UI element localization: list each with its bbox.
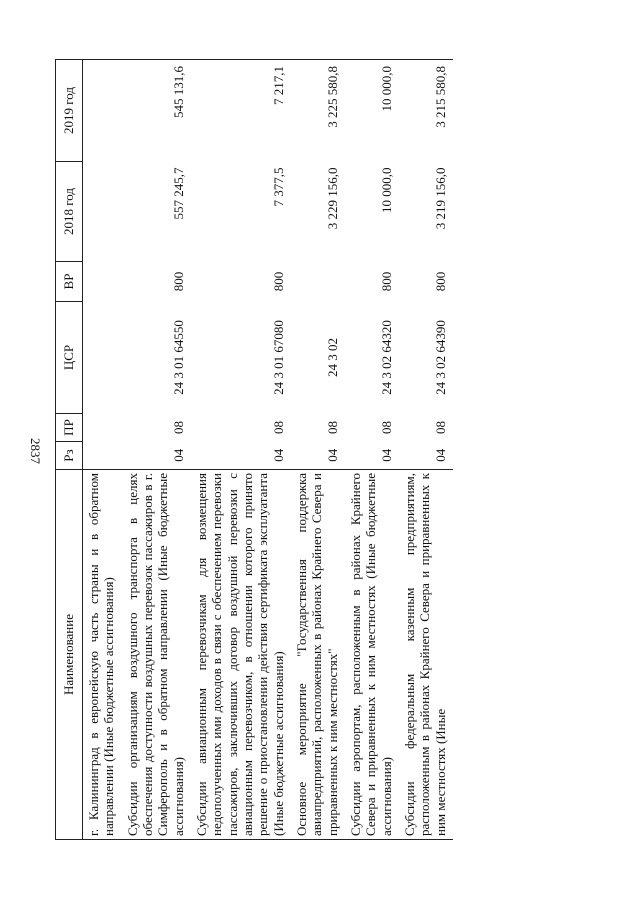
row-rz: 04	[270, 448, 286, 462]
col-header-csr: ЦСР	[56, 302, 83, 414]
row-vr: 800	[432, 271, 448, 292]
row-2019: 10 000,0	[345, 60, 399, 162]
row-2018: 7 377,5	[270, 167, 286, 207]
table-row	[345, 60, 399, 840]
row-2019: 7 217,1	[191, 60, 291, 162]
page-number: 2837	[28, 438, 43, 464]
row-csr: 24 3 01 67080	[270, 320, 286, 395]
budget-table	[55, 59, 453, 840]
row-pr: 08	[432, 421, 448, 434]
row-vr	[83, 262, 122, 302]
row-name: г. Калининград в европейскую часть страны и в обратном направлении (Иные бюджетные ассигнования)	[83, 470, 122, 840]
col-header-rz: Рз	[56, 442, 83, 470]
row-name: Субсидии авиационным перевозчикам для возмещения недополученных ими доходов в связи с обеспечением перевозки пассажиров, заключивших договор воздушной перевозки с авиационным перевозчиком, в отношении которого принято решение о приостановлении действия сертификата эксплуатанта (Иные бюджетные ассигнования)	[191, 470, 291, 840]
row-name: Субсидии организациям воздушного транспорта в целях обеспечения доступности воздушных перевозок пассажиров в г. Симферополь и в обратном направлении (Иные бюджетные ассигнования)	[122, 470, 191, 840]
row-pr: 08	[378, 421, 394, 434]
row-2019: 3 225 580,8	[291, 60, 345, 162]
col-header-name: Наименование	[56, 470, 83, 840]
row-csr: 24 3 01 64550	[170, 320, 186, 395]
row-name: Субсидии федеральным казенным предприятиям, расположенным в районах Крайнего Севера и приравненных к ним местностях (Иные	[399, 470, 453, 840]
row-rz: 04	[324, 448, 340, 462]
row-2018: 557 245,7	[170, 167, 186, 220]
col-header-vr: ВР	[56, 262, 83, 302]
row-2019	[83, 60, 122, 162]
row-2018: 3 219 156,0	[432, 167, 448, 230]
table-row	[399, 60, 453, 840]
row-name: Субсидии аэропортам, расположенным в районах Крайнего Севера и приравненных к ним местностях (Иные бюджетные ассигнования)	[345, 470, 399, 840]
row-rz: 04	[170, 448, 186, 462]
row-vr: 800	[270, 271, 286, 292]
row-rz: 04	[432, 448, 448, 462]
row-pr	[83, 414, 122, 442]
row-pr: 08	[170, 421, 186, 434]
table-row	[291, 60, 345, 840]
table-row	[122, 60, 191, 840]
table-header-row	[56, 60, 83, 840]
row-pr: 08	[324, 421, 340, 434]
row-csr: 24 3 02 64320	[378, 320, 394, 395]
row-vr: 800	[170, 271, 186, 292]
table-row	[83, 60, 122, 840]
row-rz	[83, 442, 122, 470]
row-2018: 3 229 156,0	[324, 167, 340, 230]
row-2019: 545 131,6	[122, 60, 191, 162]
row-csr: 24 3 02	[324, 338, 340, 377]
row-2018	[83, 162, 122, 262]
table-row	[191, 60, 291, 840]
row-csr	[83, 302, 122, 414]
row-vr	[291, 262, 345, 302]
col-header-pr: ПР	[56, 414, 83, 442]
col-header-2018: 2018 год	[56, 162, 83, 262]
row-csr: 24 3 02 64390	[432, 320, 448, 395]
col-header-2019: 2019 год	[56, 60, 83, 162]
row-2019: 3 215 580,8	[399, 60, 453, 162]
rotated-page	[55, 60, 600, 840]
row-rz: 04	[378, 448, 394, 462]
row-name: Основное мероприятие "Государственная поддержка авиапредприятий, расположенных в районах Крайнего Севера и приравненных к ним местностях"	[291, 470, 345, 840]
row-pr: 08	[270, 421, 286, 434]
row-vr: 800	[378, 271, 394, 292]
row-2018: 10 000,0	[378, 167, 394, 213]
